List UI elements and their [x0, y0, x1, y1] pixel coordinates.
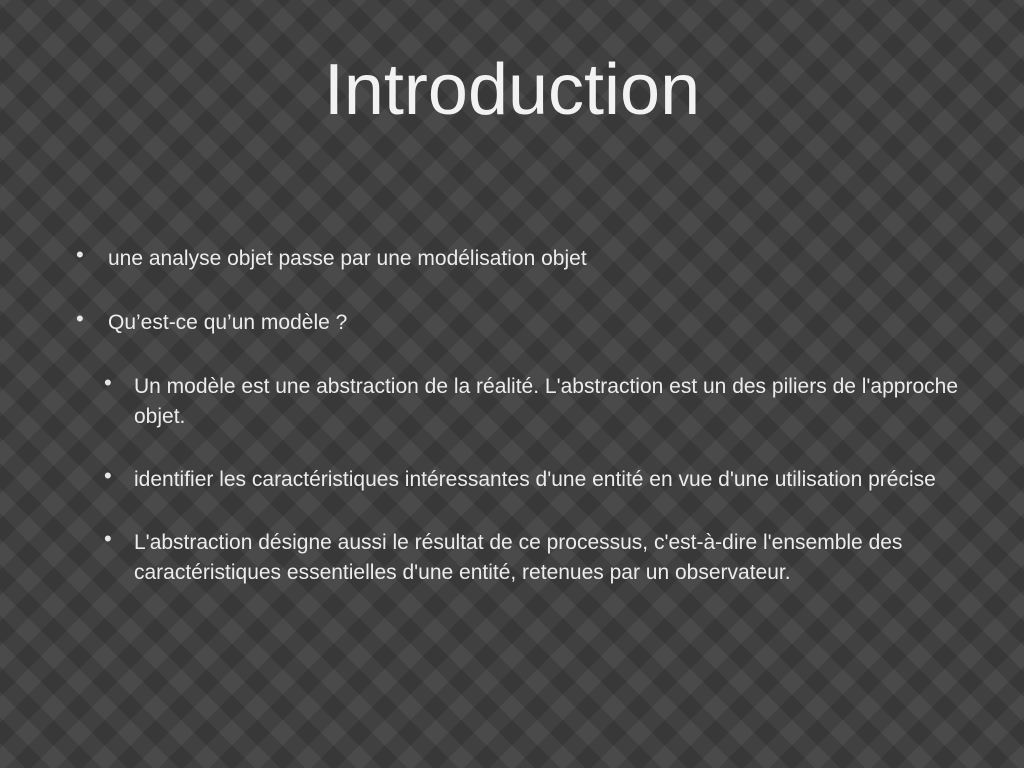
bullet-dot-icon: • [76, 242, 84, 267]
bullet-list [0, 244, 1024, 588]
sub-bullet-text: Un modèle est une abstraction de la réalité. L'abstraction est un des piliers de l'approche objet. [134, 375, 959, 428]
sub-bullet-text: identifier les caractéristiques intéressantes d'une entité en vue d'une utilisation précise [134, 468, 936, 491]
bullet-dot-icon: • [104, 463, 112, 488]
sub-bullet-item [104, 526, 964, 588]
bullet-text: Qu’est-ce qu’un modèle ? [108, 311, 348, 334]
sub-bullet-item [104, 370, 964, 432]
bullet-dot-icon: • [104, 526, 112, 551]
bullet-item [76, 306, 968, 338]
bullet-dot-icon: • [76, 306, 84, 331]
sub-bullet-item [104, 463, 964, 495]
sub-bullet-text: L'abstraction désigne aussi le résultat de ce processus, c'est-à-dire l'ensemble des caractéristiques essentielles d'une entité, retenues par un observateur. [134, 531, 903, 584]
bullet-text: une analyse objet passe par une modélisation objet [108, 247, 587, 270]
bullet-dot-icon: • [104, 370, 112, 395]
slide-title: Introduction [323, 50, 701, 130]
bullet-item [76, 242, 968, 274]
